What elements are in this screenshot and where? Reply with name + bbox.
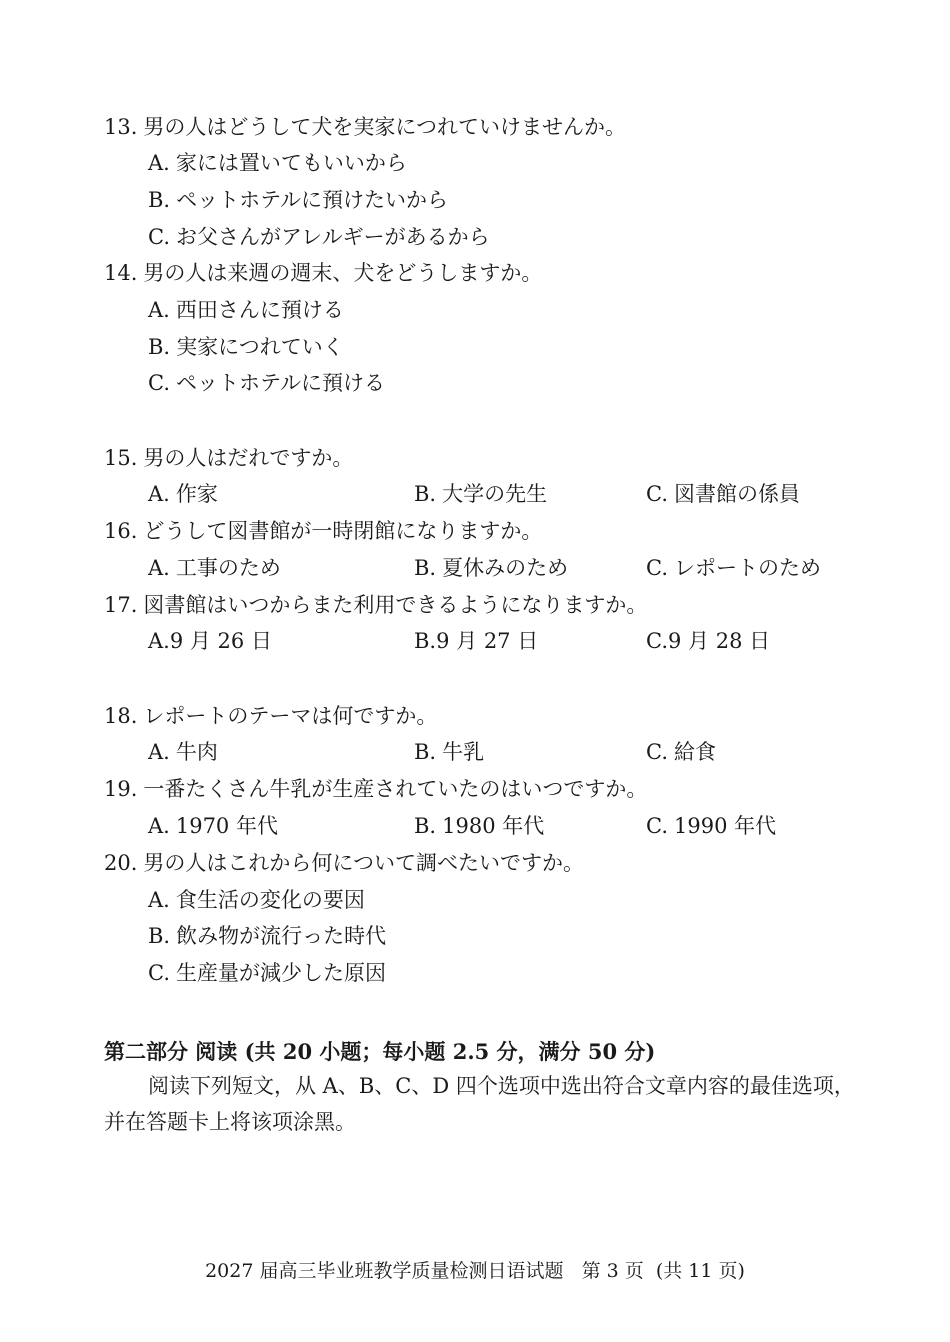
question-text: 男の人は来週の週末、犬をどうしますか。 (143, 261, 543, 285)
question-number: 19. (104, 777, 138, 801)
option-16-b: B. 夏休みのため (414, 556, 569, 580)
option-20-b: B. 飲み物が流行った時代 (148, 924, 387, 948)
option-15-c: C. 図書館の係員 (646, 482, 800, 506)
option-16-c: C. レポートのため (646, 556, 821, 580)
option-17-c: C.9 月 28 日 (646, 629, 771, 653)
option-19-a: A. 1970 年代 (148, 814, 278, 838)
question-16 (104, 518, 542, 544)
question-number: 17. (104, 593, 138, 617)
page-footer: 2027 届高三毕业班教学质量检测日语试题 第 3 页 (共 11 页) (205, 1260, 745, 1282)
question-number: 14. (104, 261, 138, 285)
question-number: 15. (104, 446, 138, 470)
question-19 (104, 776, 647, 802)
question-15 (104, 445, 353, 471)
option-18-c: C. 給食 (646, 740, 716, 764)
question-text: 男の人はだれですか。 (143, 446, 354, 470)
option-19-b: B. 1980 年代 (414, 814, 545, 838)
option-17-b: B.9 月 27 日 (414, 629, 539, 653)
option-15-b: B. 大学の先生 (414, 482, 548, 506)
option-16-a: A. 工事のため (148, 556, 281, 580)
section-title: 第二部分 阅读 (共 20 小题；每小题 2.5 分，满分 50 分) (104, 1039, 656, 1064)
option-14-c: C. ペットホテルに預ける (148, 371, 385, 395)
option-14-b: B. 実家につれていく (148, 335, 344, 359)
option-18-b: B. 牛乳 (414, 740, 485, 764)
question-text: レポートのテーマは何ですか。 (143, 704, 438, 728)
option-14-a: A. 西田さんに預ける (148, 298, 344, 322)
question-18 (104, 703, 437, 729)
question-20 (104, 850, 584, 876)
question-number: 13. (104, 115, 138, 139)
question-text: 男の人はこれから何について調べたいですか。 (143, 851, 584, 875)
question-number: 18. (104, 704, 138, 728)
option-20-a: A. 食生活の変化の要因 (148, 888, 365, 912)
section-instruction-line1: 阅读下列短文，从 A、B、C、D 四个选项中选出符合文章内容的最佳选项， (148, 1074, 855, 1098)
option-17-a: A.9 月 26 日 (148, 629, 272, 653)
option-13-b: B. ペットホテルに預けたいから (148, 188, 449, 212)
question-text: 男の人はどうして犬を実家につれていけませんか。 (143, 115, 626, 139)
option-19-c: C. 1990 年代 (646, 814, 777, 838)
section-instruction-line2: 并在答题卡上将该项涂黑。 (104, 1110, 356, 1134)
question-number: 20. (104, 851, 138, 875)
option-18-a: A. 牛肉 (148, 740, 218, 764)
question-text: 図書館はいつからまた利用できるようになりますか。 (143, 593, 648, 617)
question-13 (104, 114, 626, 140)
question-14 (104, 260, 542, 286)
question-number: 16. (104, 519, 138, 543)
option-13-a: A. 家には置いてもいいから (148, 151, 407, 175)
question-text: どうして図書館が一時閉館になりますか。 (143, 519, 543, 543)
option-15-a: A. 作家 (148, 482, 218, 506)
option-13-c: C. お父さんがアレルギーがあるから (148, 225, 490, 249)
question-17 (104, 592, 647, 618)
question-text: 一番たくさん牛乳が生産されていたのはいつですか。 (143, 777, 648, 801)
option-20-c: C. 生産量が減少した原因 (148, 961, 386, 985)
